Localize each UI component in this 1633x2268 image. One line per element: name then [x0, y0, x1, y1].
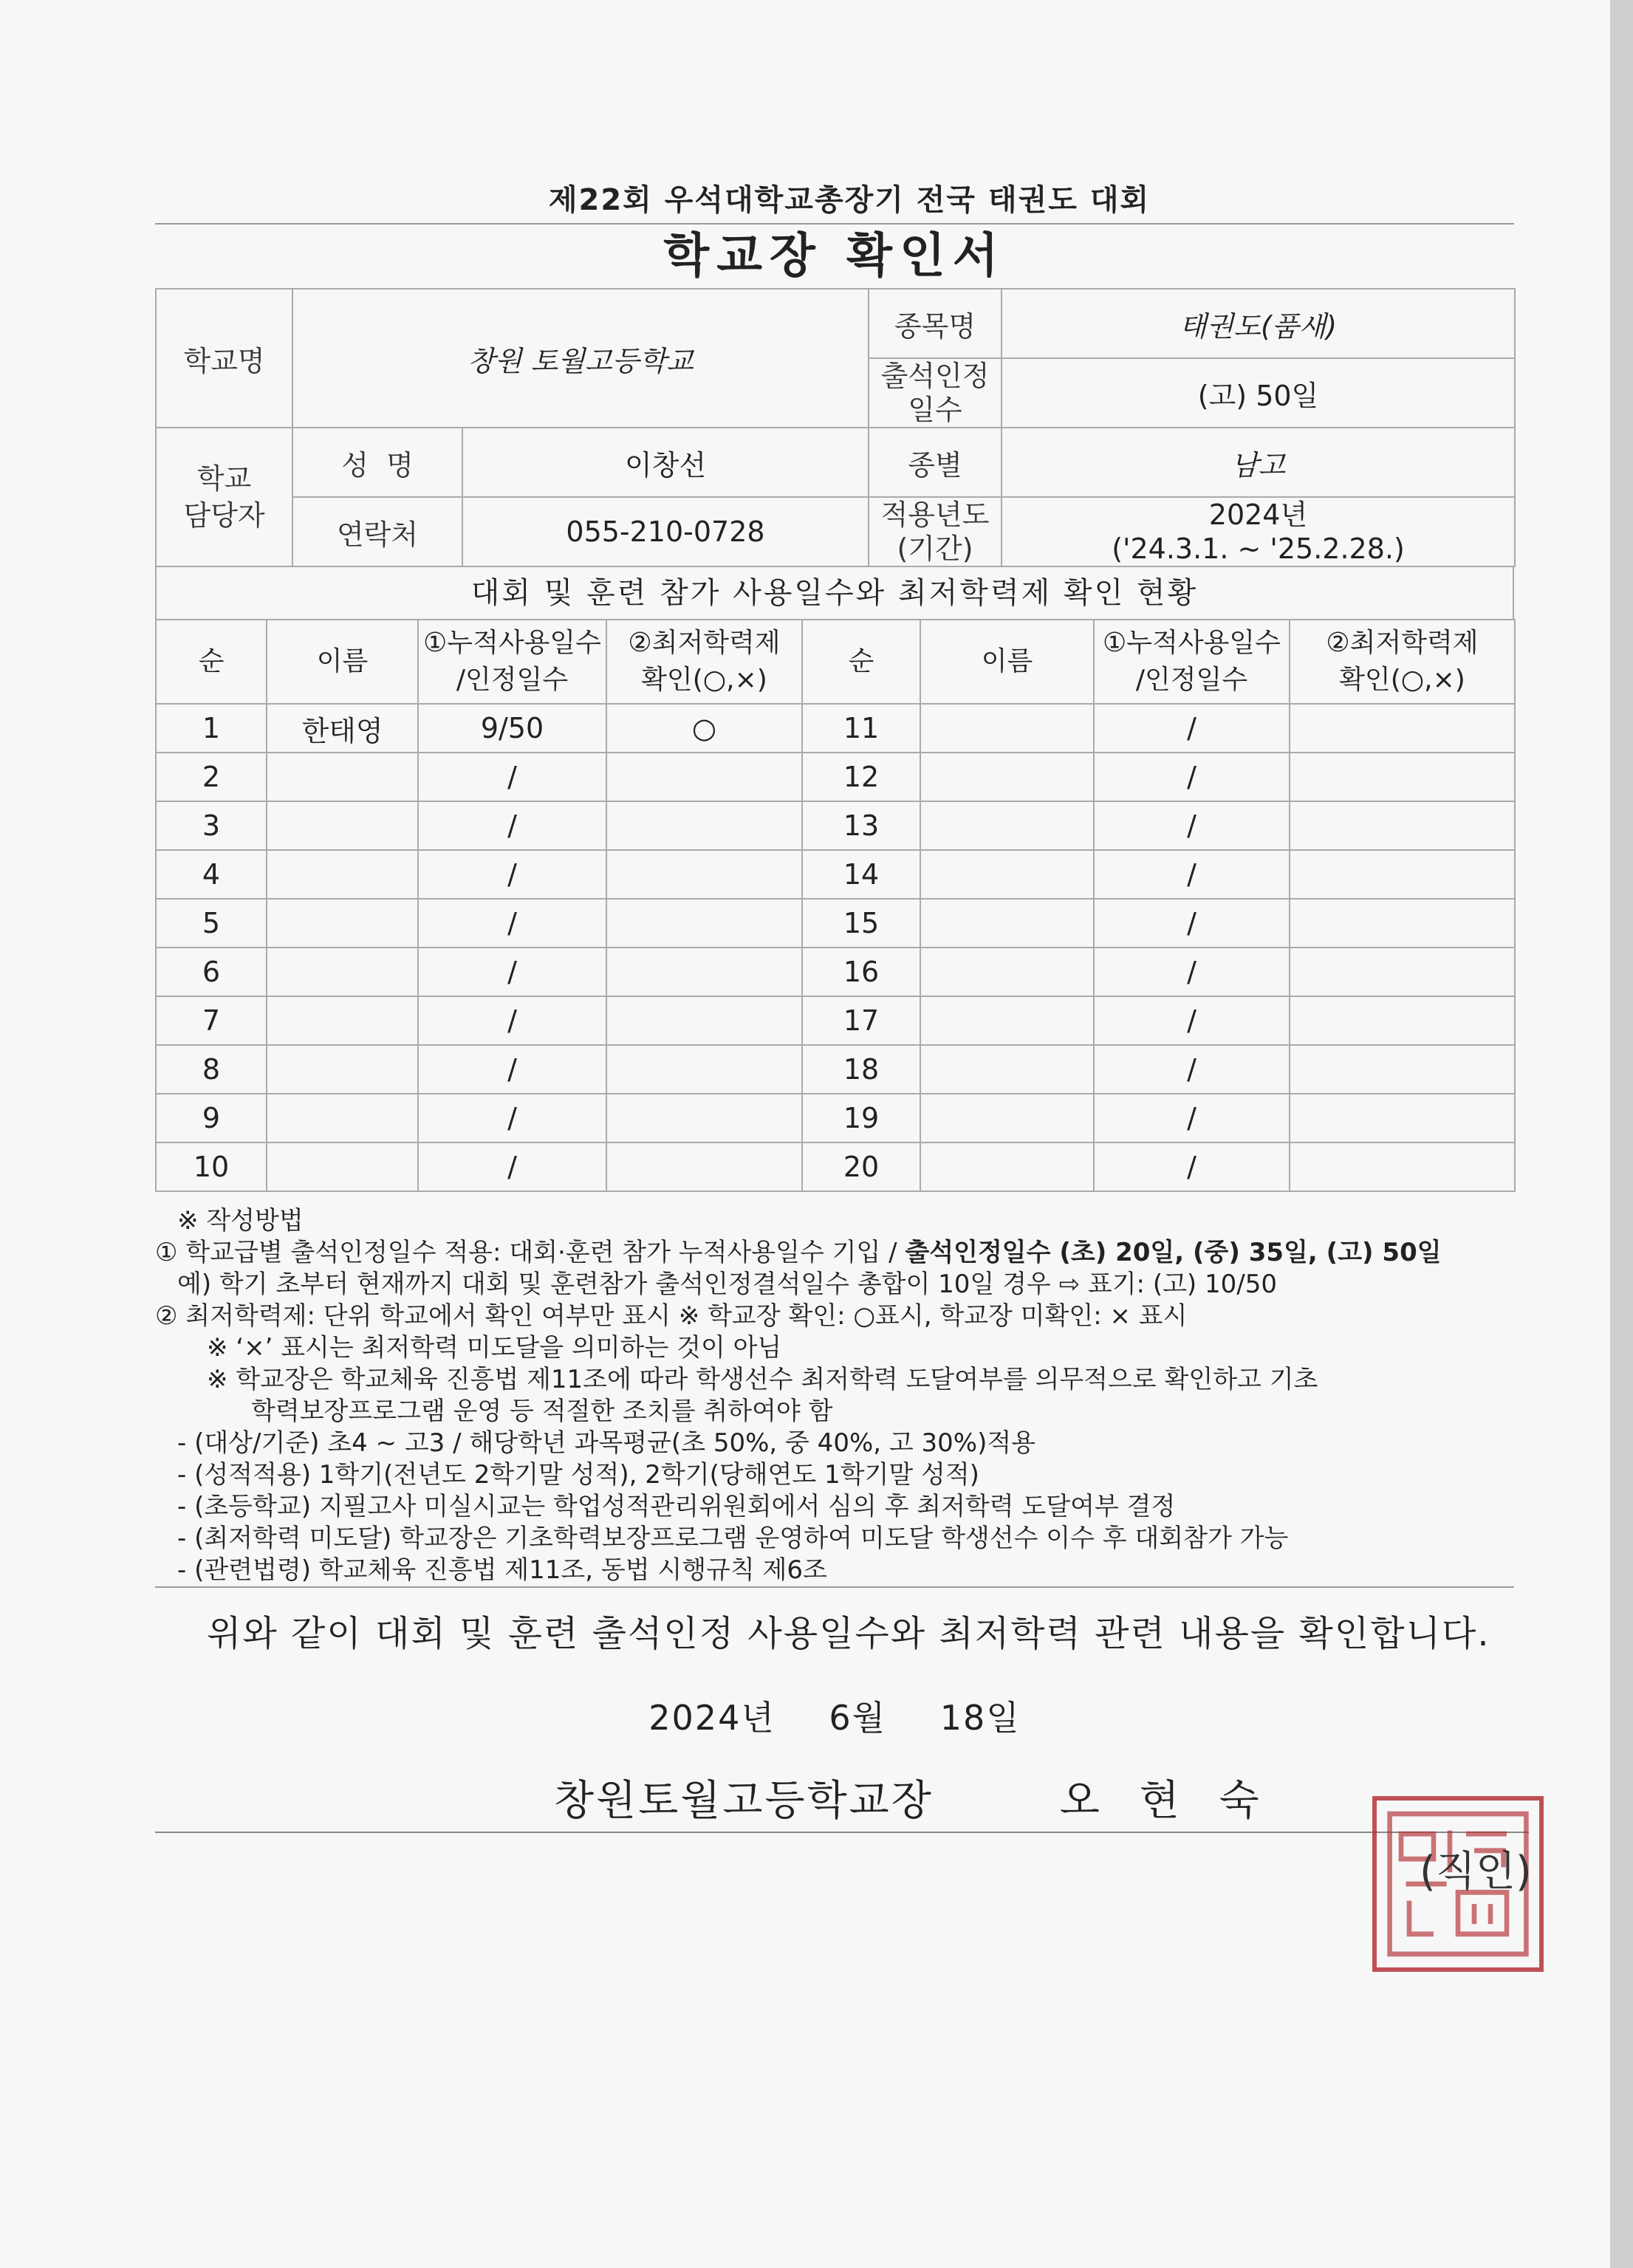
roster-section-title: 대회 및 훈련 참가 사용일수와 최저학력제 확인 현황 — [155, 567, 1514, 619]
check-cell — [1290, 1045, 1515, 1094]
table-row — [156, 1094, 1515, 1142]
divider — [155, 1586, 1514, 1588]
days-cell: 9/50 — [418, 704, 606, 753]
days-cell: / — [1094, 1142, 1290, 1191]
check-cell — [606, 1045, 802, 1094]
divider — [155, 1832, 1529, 1833]
header-days: ①누적사용일수 /인정일수 — [418, 620, 606, 704]
seq-cell: 9 — [156, 1094, 267, 1142]
days-cell: / — [1094, 1045, 1290, 1094]
days-cell: / — [418, 1142, 606, 1191]
name-cell — [920, 850, 1094, 899]
seq-cell: 18 — [802, 1045, 920, 1094]
principal-name: 오 현 숙 — [1059, 1777, 1273, 1825]
name-cell — [920, 899, 1094, 948]
seq-cell: 10 — [156, 1142, 267, 1191]
name-cell — [267, 753, 418, 801]
name-cell — [267, 948, 418, 996]
header-name: 이름 — [267, 620, 418, 704]
manager-label: 학교 담당자 — [156, 428, 292, 566]
seq-cell: 5 — [156, 899, 267, 948]
name-cell — [920, 704, 1094, 753]
name-cell: 한태영 — [267, 704, 418, 753]
seq-cell: 6 — [156, 948, 267, 996]
check-cell — [1290, 704, 1515, 753]
seq-cell: 13 — [802, 801, 920, 850]
seq-cell: 19 — [802, 1094, 920, 1142]
check-cell — [1290, 850, 1515, 899]
note-1-example: 예) 학기 초부터 현재까지 대회 및 훈련참가 출석인정결석일수 총합이 10일 경우 ⇨ 표기: (고) 10/50 — [177, 1270, 1277, 1299]
seq-cell: 1 — [156, 704, 267, 753]
date-day: 18일 — [939, 1698, 1021, 1738]
check-cell — [1290, 1094, 1515, 1142]
manager-name: 이창선 — [462, 428, 869, 497]
header-days: ①누적사용일수 /인정일수 — [1094, 620, 1290, 704]
note-2-b: ※ 학교장은 학교체육 진흥법 제11조에 따라 학생선수 최저학력 도달여부를 의무적으로 확인하고 기초 — [207, 1365, 1318, 1394]
notes-heading: ※ 작성방법 — [177, 1206, 304, 1236]
category-value: 남고 — [1002, 428, 1515, 497]
confirmation-text: 위와 같이 대회 및 훈련 출석인정 사용일수와 최저학력 관련 내용을 확인합니다. — [207, 1613, 1490, 1654]
check-cell — [1290, 801, 1515, 850]
seq-cell: 11 — [802, 704, 920, 753]
name-cell — [267, 801, 418, 850]
days-cell: / — [418, 1094, 606, 1142]
attendance-label: 출석인정 일수 — [869, 358, 1002, 428]
signing-date — [155, 1691, 1514, 1740]
period-value: ('24.3.1. ~ '25.2.28.) — [1112, 532, 1405, 565]
check-cell — [606, 899, 802, 948]
table-row — [156, 801, 1515, 850]
school-info-table — [155, 288, 1516, 567]
note-1-bold: 출석인정일수 (초) 20일, (중) 35일, (고) 50일 — [905, 1238, 1442, 1267]
date-year: 2024년 — [648, 1698, 776, 1738]
days-cell: / — [418, 996, 606, 1045]
header-seq: 순 — [802, 620, 920, 704]
seq-cell: 3 — [156, 801, 267, 850]
page-title: 학교장 확인서 — [663, 229, 1006, 284]
header-check: ②최저학력제 확인(○,×) — [606, 620, 802, 704]
check-cell — [606, 948, 802, 996]
days-cell: / — [1094, 850, 1290, 899]
table-row — [156, 899, 1515, 948]
name-cell — [920, 1094, 1094, 1142]
seq-cell: 12 — [802, 753, 920, 801]
days-cell: / — [1094, 948, 1290, 996]
days-cell: / — [1094, 996, 1290, 1045]
name-cell — [267, 996, 418, 1045]
seq-cell: 7 — [156, 996, 267, 1045]
principal-title: 창원토월고등학교장 — [554, 1777, 934, 1825]
table-row — [156, 753, 1515, 801]
note-1-text: ① 학교급별 출석인정일수 적용: 대회·훈련 참가 누적사용일수 기입 / — [155, 1238, 905, 1267]
name-cell — [267, 1094, 418, 1142]
instructions — [155, 1205, 1514, 1586]
header-name: 이름 — [920, 620, 1094, 704]
days-cell: / — [1094, 1094, 1290, 1142]
days-cell: / — [1094, 801, 1290, 850]
name-cell — [920, 753, 1094, 801]
check-cell — [1290, 1142, 1515, 1191]
note-2-a: ※ ‘×’ 표시는 최저학력 미도달을 의미하는 것이 아님 — [207, 1333, 782, 1363]
detail-4: - (최저학력 미도달) 학교장은 기초학력보장프로그램 운영하여 미도달 학생선수 이수 후 대회참가 가능 — [177, 1524, 1289, 1553]
table-row — [156, 996, 1515, 1045]
principal-signature — [155, 1768, 1514, 1827]
check-cell — [1290, 899, 1515, 948]
days-cell: / — [418, 1045, 606, 1094]
days-cell: / — [1094, 704, 1290, 753]
event-label: 종목명 — [869, 289, 1002, 358]
seal-label: (직인) — [1420, 1848, 1532, 1896]
detail-1: - (대상/기준) 초4 ~ 고3 / 해당학년 과목평균(초 50%, 중 40%, 고 30%)적용 — [177, 1428, 1036, 1458]
name-cell — [920, 948, 1094, 996]
days-cell: / — [418, 753, 606, 801]
name-cell — [267, 850, 418, 899]
roster-table — [155, 619, 1516, 1192]
name-cell — [267, 899, 418, 948]
check-cell — [1290, 948, 1515, 996]
detail-3: - (초등학교) 지필고사 미실시교는 학업성적관리위원회에서 심의 후 최저학력 도달여부 결정 — [177, 1492, 1176, 1521]
seq-cell: 4 — [156, 850, 267, 899]
name-cell — [267, 1142, 418, 1191]
background-strip — [1610, 0, 1633, 2268]
days-cell: / — [1094, 899, 1290, 948]
days-cell: / — [418, 801, 606, 850]
year-value: 2024년 — [1208, 499, 1308, 531]
contest-title: 제22회 우석대학교총장기 전국 태권도 대회 — [548, 183, 1151, 217]
check-cell — [606, 850, 802, 899]
note-2-b-cont: 학력보장프로그램 운영 등 적절한 조치를 취하여야 함 — [251, 1397, 833, 1426]
roster-header-row — [156, 620, 1515, 704]
check-cell — [606, 1094, 802, 1142]
name-cell — [920, 801, 1094, 850]
category-label: 종별 — [869, 428, 1002, 497]
days-cell: / — [1094, 753, 1290, 801]
days-cell: / — [418, 899, 606, 948]
check-cell — [606, 1142, 802, 1191]
name-cell — [920, 1045, 1094, 1094]
table-row — [156, 1045, 1515, 1094]
name-cell — [267, 1045, 418, 1094]
days-cell: / — [418, 948, 606, 996]
certificate — [155, 177, 1514, 1833]
seq-cell: 16 — [802, 948, 920, 996]
contact-value: 055-210-0728 — [462, 497, 869, 566]
table-row — [156, 1142, 1515, 1191]
name-cell — [920, 1142, 1094, 1191]
note-2: ② 최저학력제: 단위 학교에서 확인 여부만 표시 ※ 학교장 확인: ○표시, 학교장 미확인: × 표시 — [155, 1301, 1188, 1331]
days-cell: / — [418, 850, 606, 899]
header-seq: 순 — [156, 620, 267, 704]
name-label: 성 명 — [292, 428, 462, 497]
check-cell — [1290, 996, 1515, 1045]
check-cell — [1290, 753, 1515, 801]
year-label: 적용년도 (기간) — [869, 497, 1002, 566]
check-cell — [606, 753, 802, 801]
detail-5: - (관련법령) 학교체육 진흥법 제11조, 동법 시행규칙 제6조 — [177, 1555, 827, 1585]
year-cell — [1002, 497, 1515, 566]
check-cell: ○ — [606, 704, 802, 753]
table-row — [156, 948, 1515, 996]
seq-cell: 2 — [156, 753, 267, 801]
name-cell — [920, 996, 1094, 1045]
note-1 — [155, 1237, 1514, 1269]
attendance-value: (고) 50일 — [1002, 358, 1515, 428]
seq-cell: 17 — [802, 996, 920, 1045]
event-value: 태권도(품새) — [1002, 289, 1515, 358]
table-row — [156, 850, 1515, 899]
header-check: ②최저학력제 확인(○,×) — [1290, 620, 1515, 704]
check-cell — [606, 996, 802, 1045]
school-value: 창원 토월고등학교 — [292, 289, 869, 428]
table-row — [156, 704, 1515, 753]
detail-2: - (성적적용) 1학기(전년도 2학기말 성적), 2학기(당해연도 1학기말 성적) — [177, 1460, 979, 1490]
date-month: 6월 — [829, 1698, 887, 1738]
seq-cell: 14 — [802, 850, 920, 899]
seq-cell: 20 — [802, 1142, 920, 1191]
seq-cell: 8 — [156, 1045, 267, 1094]
contact-label: 연락처 — [292, 497, 462, 566]
seq-cell: 15 — [802, 899, 920, 948]
check-cell — [606, 801, 802, 850]
school-label: 학교명 — [156, 289, 292, 428]
